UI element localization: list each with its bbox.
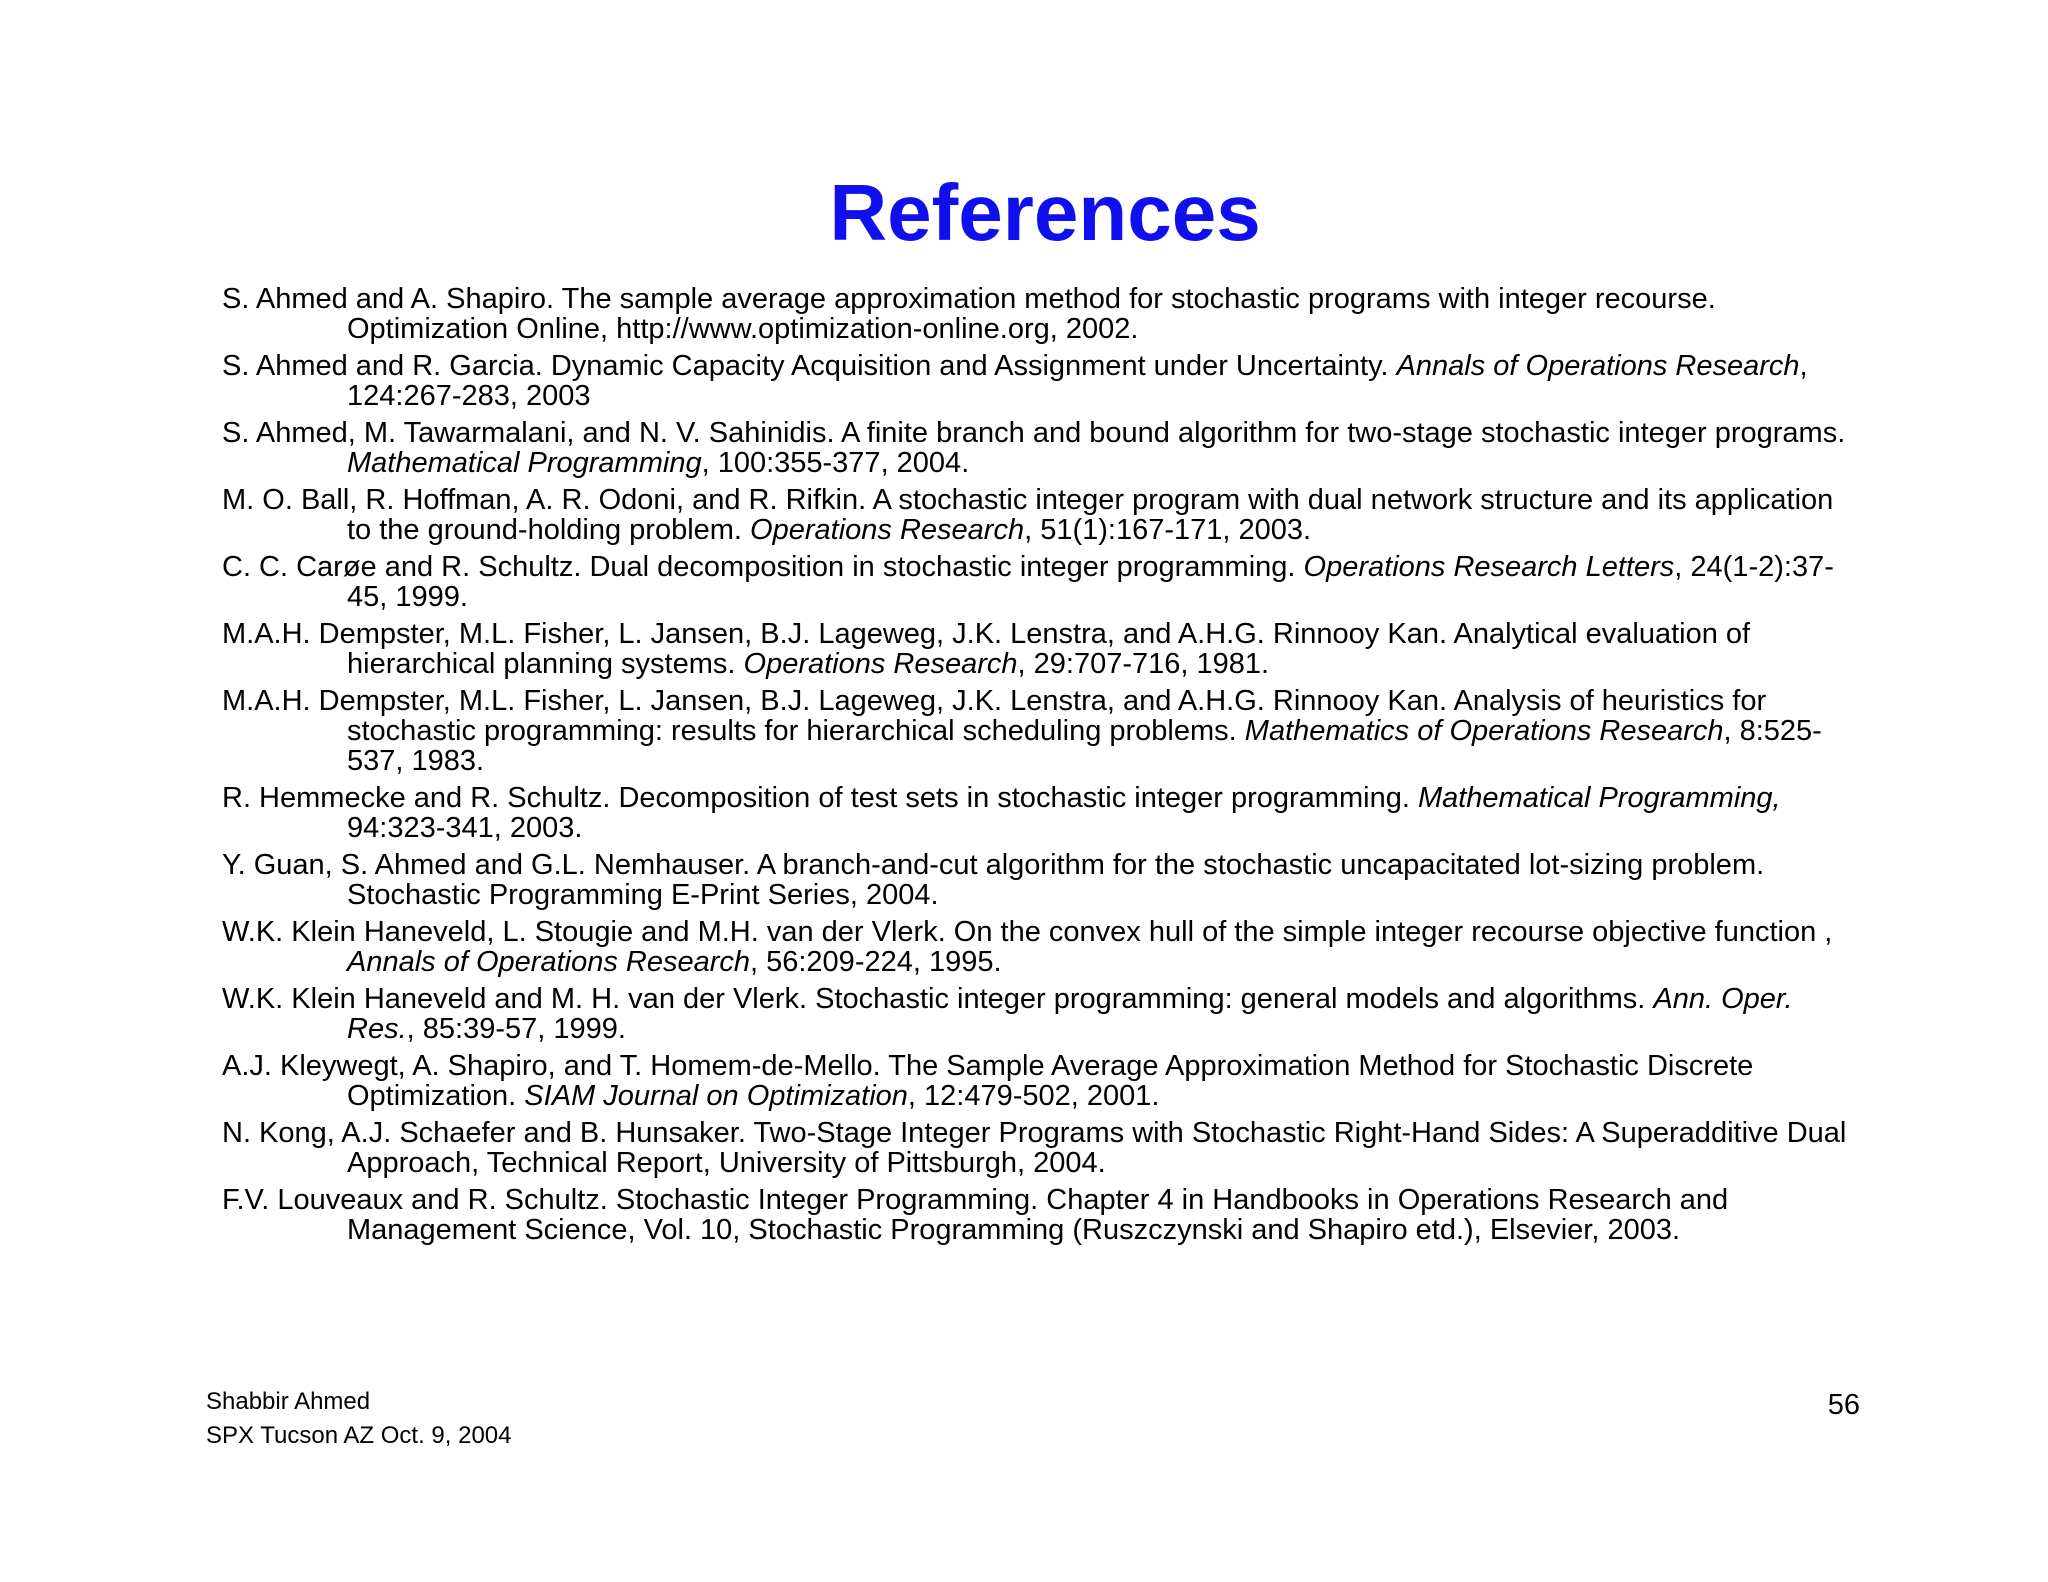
reference-venue: SIAM Journal on Optimization <box>524 1080 908 1112</box>
reference-details: , 12:479-502, 2001. <box>907 1080 1160 1112</box>
reference-item <box>222 619 1862 679</box>
reference-text: S. Ahmed and A. Shapiro. The sample average approximation method for stochastic programs with integer recourse. Optimization Online, http://www.optimization-online.org, 2002. <box>222 283 1716 345</box>
reference-item <box>222 686 1862 776</box>
reference-item <box>222 917 1862 977</box>
reference-text: W.K. Klein Haneveld, L. Stougie and M.H. van der Vlerk. On the convex hull of the simple integer recourse objective function , <box>222 916 1833 948</box>
footer-event: SPX Tucson AZ Oct. 9, 2004 <box>206 1422 512 1449</box>
reference-text: Y. Guan, S. Ahmed and G.L. Nemhauser. A branch-and-cut algorithm for the stochastic uncapacitated lot-sizing problem. Stochastic Programming E-Print Series, 2004. <box>222 849 1765 911</box>
reference-item <box>222 418 1862 478</box>
reference-details: , 124:267-283, 2003 <box>347 350 1808 412</box>
reference-venue: Operations Research <box>750 514 1025 546</box>
reference-item <box>222 850 1862 910</box>
reference-details: , 24(1-2):37-45, 1999. <box>347 551 1834 613</box>
reference-text: W.K. Klein Haneveld and M. H. van der Vlerk. Stochastic integer programming: general models and algorithms. <box>222 983 1654 1015</box>
reference-text: M.A.H. Dempster, M.L. Fisher, L. Jansen, B.J. Lageweg, J.K. Lenstra, and A.H.G. Rinnooy Kan. Analysis of heuristics for stochastic programming: results for hierarchical scheduling problems. <box>222 685 1767 747</box>
reference-venue: Annals of Operations Research <box>347 946 750 978</box>
reference-text: R. Hemmecke and R. Schultz. Decomposition of test sets in stochastic integer programming. <box>222 782 1418 814</box>
reference-text: N. Kong, A.J. Schaefer and B. Hunsaker. Two-Stage Integer Programs with Stochastic Right-Hand Sides: A Superadditive Dual Approach, Technical Report, University of Pittsburgh, 2004. <box>222 1117 1847 1179</box>
reference-item <box>222 485 1862 545</box>
reference-item <box>222 1118 1862 1178</box>
reference-details: , 29:707-716, 1981. <box>1017 648 1270 680</box>
reference-item <box>222 984 1862 1044</box>
slide-title: References <box>829 168 1261 257</box>
reference-text: A.J. Kleywegt, A. Shapiro, and T. Homem-de-Mello. The Sample Average Approximation Method for Stochastic Discrete Optimization. <box>222 1050 1754 1112</box>
reference-venue: Mathematical Programming <box>347 447 702 479</box>
reference-venue: Mathematical Programming, <box>1417 782 1781 814</box>
reference-item <box>222 552 1862 612</box>
reference-item <box>222 351 1862 411</box>
reference-venue: Mathematics of Operations Research <box>1244 715 1724 747</box>
references-list <box>222 284 1862 1252</box>
reference-details: , 85:39-57, 1999. <box>406 1013 626 1045</box>
reference-text: M.A.H. Dempster, M.L. Fisher, L. Jansen, B.J. Lageweg, J.K. Lenstra, and A.H.G. Rinnooy Kan. Analytical evaluation of hierarchical planning systems. <box>222 618 1751 680</box>
footer-author: Shabbir Ahmed <box>206 1388 371 1415</box>
reference-details: , 56:209-224, 1995. <box>750 946 1002 978</box>
slide-footer <box>206 1385 512 1453</box>
reference-text: C. C. Carøe and R. Schultz. Dual decomposition in stochastic integer programming. <box>222 551 1304 583</box>
reference-venue: Ann. Oper. Res. <box>347 983 1793 1045</box>
reference-item <box>222 1185 1862 1245</box>
reference-text: S. Ahmed, M. Tawarmalani, and N. V. Sahinidis. A finite branch and bound algorithm for two-stage stochastic integer programs. <box>222 417 1846 449</box>
reference-item <box>222 783 1862 843</box>
reference-text: F.V. Louveaux and R. Schultz. Stochastic Integer Programming. Chapter 4 in Handbooks in Operations Research and Management Science, Vol. 10, Stochastic Programming (Ruszczynski and Shapiro etd.), Elsevier, 2003. <box>222 1184 1729 1246</box>
reference-details: , 100:355-377, 2004. <box>701 447 970 479</box>
reference-details: 94:323-341, 2003. <box>347 812 583 844</box>
reference-details: , 51(1):167-171, 2003. <box>1024 514 1312 546</box>
reference-venue: Annals of Operations Research <box>1396 350 1800 382</box>
reference-text: M. O. Ball, R. Hoffman, A. R. Odoni, and R. Rifkin. A stochastic integer program with dual network structure and its application to the ground-holding problem. <box>222 484 1834 546</box>
page-number: 56 <box>1827 1389 1860 1421</box>
reference-text: S. Ahmed and R. Garcia. Dynamic Capacity Acquisition and Assignment under Uncertainty. <box>222 350 1397 382</box>
reference-venue: Operations Research Letters <box>1303 551 1675 583</box>
reference-details: , 8:525-537, 1983. <box>347 715 1822 777</box>
reference-item <box>222 1051 1862 1111</box>
reference-venue: Operations Research <box>743 648 1018 680</box>
reference-item <box>222 284 1862 344</box>
